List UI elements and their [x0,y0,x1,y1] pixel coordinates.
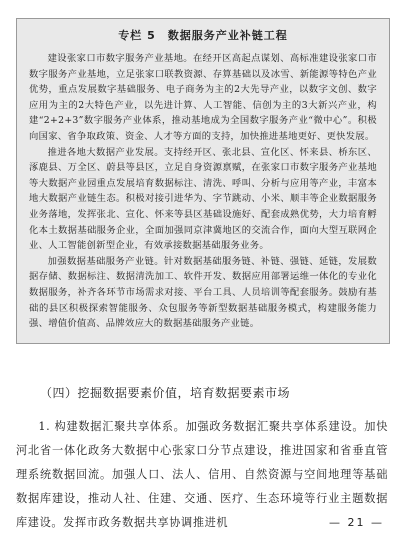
page-number: — 21 — [329,516,384,529]
section-heading: （四）挖掘数据要素价值，培育数据要素市场 [40,386,291,400]
box-label: 专栏 5 [118,29,156,42]
body-paragraph: 1. 构建数据汇聚共享体系。加强政务数据汇聚共享体系建设。加快河北省一体化政务大数据中心张家口分节点建设，推进国家和省垂直管理系统数据回流。加强人口、法人、信用、自然资源与空间地理等基础数据库建设，推动人社、住建、交通、医疗、生态环境等行业主题数据库建设。发挥市政务数据共享协调推进机 [16,420,388,529]
box-title [29,27,377,43]
sidebar-box-column-5 [16,18,390,344]
box-paragraph-2: 推进各地大数据产业发展。支持经开区、张北县、宣化区、怀来县、桥东区、涿鹿县、万全区、蔚县等县区，立足自身资源禀赋，在张家口市数字服务产业基地等大数据产业园重点发展培育数据标注、清洗、呼叫、分析与应用等产业，丰富本地大数据产业链生态。积极对接引进华为、字节跳动、小米、顺丰等企业数据服务业务落地，发挥张北、宣化、怀来等县区基础设施好、配套成熟优势，大力培育孵化本土数据基础服务企业，全面加强同京津冀地区的交流合作，面向大型互联网企业、人工智能创新型企业，有效承接数据基础服务业务。 [29,146,377,252]
box-paragraph-1: 建设张家口市数字服务产业基地。在经开区高起点谋划、高标准建设张家口市数字服务产业基地，立足张家口联教资源、存算基础以及冰雪、新能源等特色产业优势，重点发展数字基础服务、电子商务为主的2大先导产业，以数字文创、数字应用为主的2大特色产业，以先进计算、人工智能、信创为主的3大新兴产业，构建“2+2+3”数字服务产业体系，推动基地成为全国数字服务产业“微中心”。积极向国家、省争取政策、资金、人才等方面的支持，加快推进基地更好、更快发展。 [29,53,377,142]
box-title-text: 数据服务产业补链工程 [167,29,288,42]
box-paragraph-3: 加强数据基础服务产业链。针对数据基础服务链、补链、强链、延链，发展数据存储、数据标注、数据清洗加工、软件开发、数据应用部署运维一体化的专业化数据服务，补齐各环节市场需求对接、平台工具、人员培训等配套服务。鼓励有基础的县区积极探索智能服务、众包服务等新型数据基础服务模式，构建服务能力强、增值价值高、品牌效应大的数据基础服务产业链。 [29,255,377,330]
